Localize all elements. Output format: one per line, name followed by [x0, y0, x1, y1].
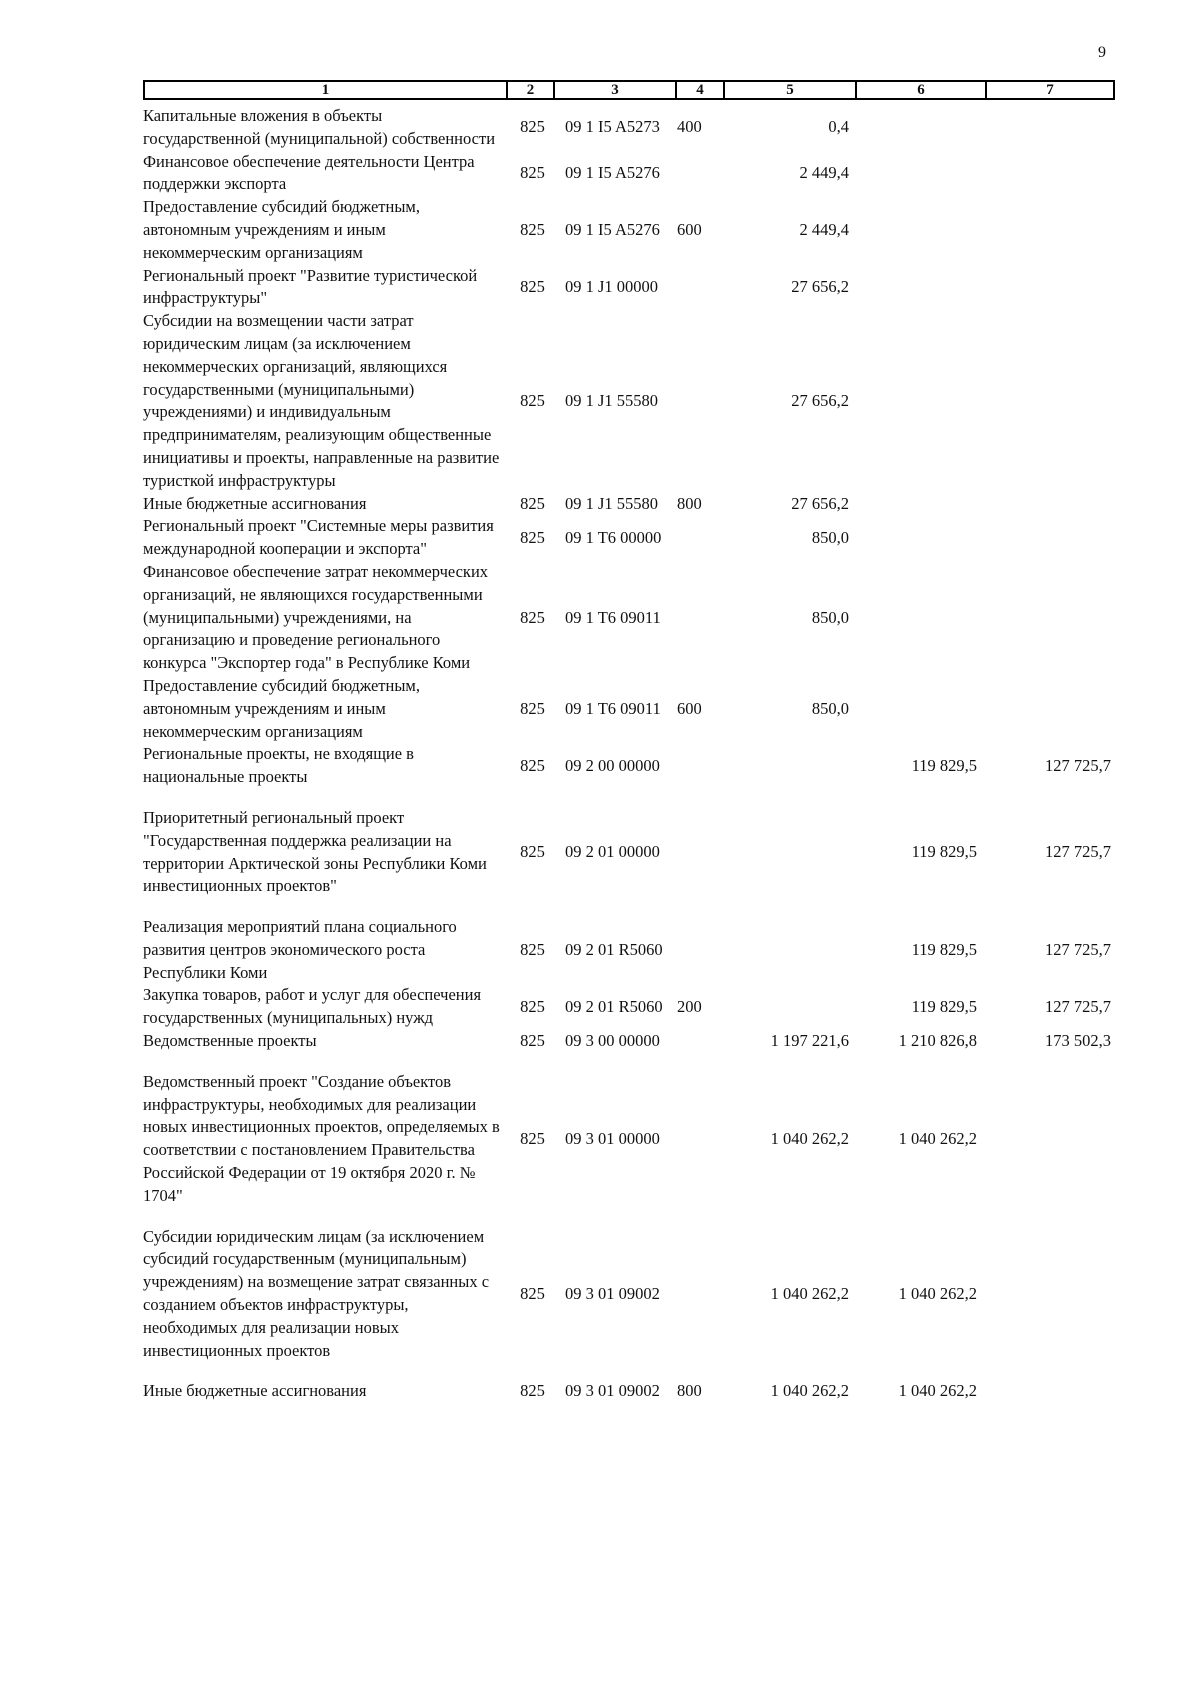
row-sum-col5: 1 197 221,6 [770, 1031, 849, 1051]
row-sum-col5: 850,0 [811, 607, 849, 627]
row-name: Ведомственный проект "Создание объектов инфраструктуры, необходимых для реализации новых инвестиционных проектов, определяемых в соответствии с постановлением Правительства Российской Федерации от 19 октября 2020 г. № 1704" [143, 1071, 500, 1205]
row-sum-col6: 119 829,5 [911, 842, 977, 862]
table-row [143, 1380, 1115, 1403]
header-col-3: 3 [555, 82, 677, 98]
row-target-article: 09 1 T6 00000 [565, 527, 662, 547]
row-target-article: 09 3 01 09002 [565, 1283, 660, 1303]
row-sum-col6: 119 829,5 [911, 939, 977, 959]
row-sum-col6: 1 210 826,8 [898, 1031, 977, 1051]
row-target-article: 09 3 00 00000 [565, 1031, 660, 1051]
row-expense-type: 800 [677, 1381, 702, 1401]
row-sum-col6: 1 040 262,2 [898, 1128, 977, 1148]
row-ved-code: 825 [520, 527, 545, 547]
row-name: Региональный проект "Системные меры развития международной кооперации и экспорта" [143, 516, 494, 559]
row-sum-col5: 1 040 262,2 [770, 1381, 849, 1401]
row-target-article: 09 1 J1 55580 [565, 390, 659, 410]
row-ved-code: 825 [520, 1031, 545, 1051]
row-name: Закупка товаров, работ и услуг для обеспечения государственных (муниципальных) нужд [143, 985, 482, 1028]
row-sum-col5: 2 449,4 [799, 162, 849, 182]
row-sum-col6: 1 040 262,2 [898, 1381, 977, 1401]
row-target-article: 09 2 01 R5060 [565, 996, 663, 1016]
row-target-article: 09 1 J1 55580 [565, 493, 659, 513]
row-name: Финансовое обеспечение деятельности Центра поддержки экспорта [143, 151, 475, 194]
row-sum-col5: 27 656,2 [791, 493, 849, 513]
table-row [143, 1226, 1115, 1363]
page-number: 9 [1098, 44, 1106, 61]
row-sum-col5: 1 040 262,2 [770, 1283, 849, 1303]
row-target-article: 09 3 01 09002 [565, 1381, 660, 1401]
header-col-6: 6 [857, 82, 987, 98]
table-row [143, 916, 1115, 984]
row-ved-code: 825 [520, 996, 545, 1016]
row-sum-col6: 1 040 262,2 [898, 1283, 977, 1303]
table-row [143, 493, 1115, 516]
row-name: Иные бюджетные ассигнования [143, 1381, 367, 1401]
row-ved-code: 825 [520, 276, 545, 296]
row-name: Финансовое обеспечение затрат некоммерческих организаций, не являющихся государственными (муниципальными) учреждениями, на организацию и проведение регионального конкурса "Экспортер года" в Республике Коми [143, 561, 489, 673]
row-target-article: 09 3 01 00000 [565, 1128, 660, 1148]
row-ved-code: 825 [520, 1128, 545, 1148]
row-name: Региональные проекты, не входящие в национальные проекты [143, 744, 414, 787]
row-target-article: 09 2 01 R5060 [565, 939, 663, 959]
row-name: Предоставление субсидий бюджетным, автономным учреждениям и иным некоммерческим организациям [143, 197, 420, 262]
row-sum-col7: 127 725,7 [1045, 842, 1111, 862]
header-col-7: 7 [1046, 82, 1054, 98]
row-ved-code: 825 [520, 698, 545, 718]
row-sum-col7: 127 725,7 [1045, 996, 1111, 1016]
row-name: Иные бюджетные ассигнования [143, 493, 367, 513]
row-ved-code: 825 [520, 755, 545, 775]
row-name: Ведомственные проекты [143, 1031, 317, 1051]
row-ved-code: 825 [520, 162, 545, 182]
table-row [143, 561, 1115, 675]
row-ved-code: 825 [520, 842, 545, 862]
row-expense-type: 400 [677, 117, 702, 137]
table-row [143, 743, 1115, 789]
row-name: Субсидии юридическим лицам (за исключением субсидий государственным (муниципальным) учреждениям) на возмещение затрат связанных с созданием объектов инфраструктуры, необходимых для реализации новых инвестиционных проектов [143, 1226, 490, 1360]
row-target-article: 09 1 I5 A5276 [565, 219, 660, 239]
row-target-article: 09 1 T6 09011 [565, 607, 661, 627]
row-target-article: 09 1 J1 00000 [565, 276, 659, 296]
row-name: Субсидии на возмещении части затрат юридическим лицам (за исключением некоммерческих организаций, являющихся государственными (муниципальными) учреждениями) и индивидуальным предпринимателям, реализующим общественные инициативы и проекты, направленные на развитие туристкой инфраструктуры [143, 311, 500, 490]
row-expense-type: 600 [677, 219, 702, 239]
row-ved-code: 825 [520, 939, 545, 959]
row-ved-code: 825 [520, 117, 545, 137]
table-row [143, 310, 1115, 492]
row-expense-type: 200 [677, 996, 702, 1016]
row-sum-col5: 0,4 [828, 117, 849, 137]
row-sum-col5: 27 656,2 [791, 390, 849, 410]
row-target-article: 09 1 I5 A5276 [565, 162, 660, 182]
row-name: Капитальные вложения в объекты государственной (муниципальной) собственности [143, 106, 496, 148]
header-col-1: 1 [145, 82, 508, 98]
row-name: Предоставление субсидий бюджетным, автономным учреждениям и иным некоммерческим организациям [143, 675, 420, 741]
table-row [143, 196, 1115, 264]
row-sum-col5: 1 040 262,2 [770, 1128, 849, 1148]
row-ved-code: 825 [520, 607, 545, 627]
row-sum-col5: 27 656,2 [791, 276, 849, 296]
row-sum-col7: 127 725,7 [1045, 939, 1111, 959]
row-expense-type: 600 [677, 698, 702, 718]
header-col-5: 5 [725, 82, 857, 98]
row-target-article: 09 2 01 00000 [565, 842, 660, 862]
row-ved-code: 825 [520, 219, 545, 239]
row-target-article: 09 2 00 00000 [565, 755, 660, 775]
row-sum-col7: 173 502,3 [1045, 1031, 1111, 1051]
table-row [143, 807, 1115, 898]
row-target-article: 09 1 I5 A5273 [565, 117, 660, 137]
table-row [143, 675, 1115, 743]
header-col-4: 4 [677, 82, 725, 98]
row-target-article: 09 1 T6 09011 [565, 698, 661, 718]
header-col-2: 2 [508, 82, 555, 98]
row-expense-type: 800 [677, 493, 702, 513]
row-ved-code: 825 [520, 390, 545, 410]
table-row [143, 1071, 1115, 1208]
row-sum-col5: 850,0 [811, 698, 849, 718]
table-row [143, 984, 1115, 1030]
row-sum-col6: 119 829,5 [911, 755, 977, 775]
row-name: Приоритетный региональный проект "Государственная поддержка реализации на территории Арктической зоны Республики Коми инвестиционных проектов" [143, 807, 487, 896]
table-header [143, 80, 1115, 100]
table-row [143, 1030, 1115, 1053]
row-name: Региональный проект "Развитие туристической инфраструктуры" [143, 265, 478, 308]
row-sum-col7: 127 725,7 [1045, 755, 1111, 775]
budget-table-body [143, 105, 1115, 1403]
table-row [143, 265, 1115, 311]
row-ved-code: 825 [520, 493, 545, 513]
row-name: Реализация мероприятий плана социального развития центров экономического роста Республики Коми [143, 917, 457, 982]
table-row [143, 105, 1115, 151]
row-sum-col5: 850,0 [811, 527, 849, 547]
table-row [143, 151, 1115, 197]
table-row [143, 515, 1115, 561]
row-ved-code: 825 [520, 1381, 545, 1401]
row-ved-code: 825 [520, 1283, 545, 1303]
row-sum-col6: 119 829,5 [911, 996, 977, 1016]
row-sum-col5: 2 449,4 [799, 219, 849, 239]
